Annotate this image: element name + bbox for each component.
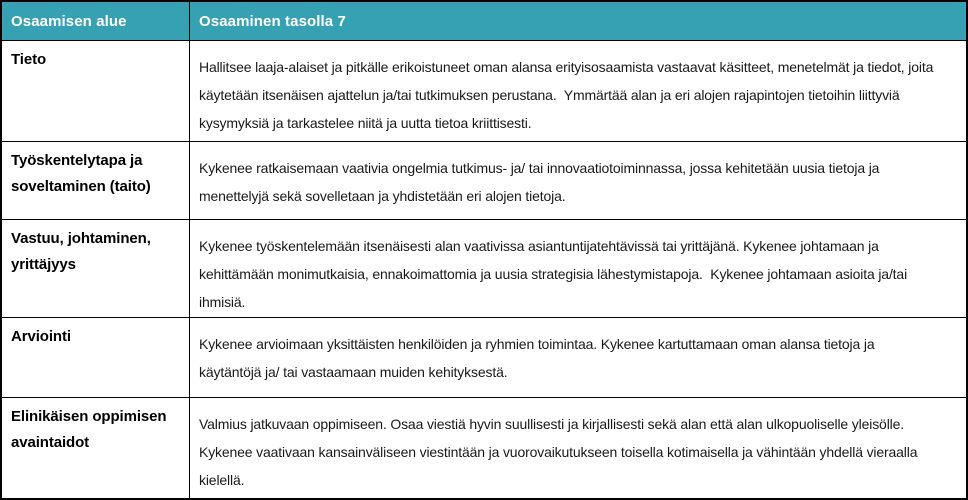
area-label: Arviointi	[11, 328, 71, 345]
table-row-elinikainen	[2, 397, 966, 498]
header-label-level7: Osaaminen tasolla 7	[199, 12, 346, 30]
area-label: soveltaminen (taito)	[11, 178, 151, 195]
area-label: avaintaidot	[11, 434, 90, 451]
description-cell	[190, 318, 966, 397]
description-line: Valmius jatkuvaan oppimiseen. Osaa viestiä hyvin suullisesti ja kirjallisesti sekä alan että alan ulkopuoliselle yleisölle.	[199, 416, 904, 432]
area-cell	[2, 398, 190, 498]
area-label: Tieto	[11, 51, 47, 68]
area-cell	[2, 318, 190, 397]
table-row-tyoskentelytapa	[2, 141, 966, 219]
description-line: Kykenee työskentelemään itsenäisesti alan vaativissa asiantuntijatehtävissä tai yrittäjänä. Kykenee johtamaan ja	[199, 238, 879, 254]
header-cell-area	[2, 2, 190, 40]
description-cell	[190, 41, 966, 141]
table-row-arviointi	[2, 317, 966, 397]
area-cell	[2, 41, 190, 141]
header-label-area: Osaamisen alue	[11, 12, 127, 30]
area-label: Vastuu, johtaminen,	[11, 230, 151, 247]
description-line: Kykenee vaativaan kansainväliseen viestintään ja vuorovaikutukseen toisella kotimaisella ja vähintään yhdellä vieraalla	[199, 444, 918, 460]
area-label: Työskentelytapa ja	[11, 152, 143, 169]
description-line: kehittämään monimutkaisia, ennakoimattomia ja uusia strategisia lähestymistapoja. Kykenee johtamaan asioita ja/tai	[199, 266, 908, 282]
description-line: käytäntöjä ja/ tai vastaamaan muiden kehityksestä.	[199, 364, 508, 380]
description-cell	[190, 220, 966, 317]
description-cell	[190, 398, 966, 498]
table-row-vastuu	[2, 219, 966, 317]
area-cell	[2, 220, 190, 317]
description-line: Hallitsee laaja-alaiset ja pitkälle erikoistuneet oman alansa erityisosaamista vastaavat käsitteet, menetelmät ja tiedot, joita	[199, 59, 934, 75]
description-line: kysymyksiä ja tarkastelee niitä ja uutta tietoa kriittisesti.	[199, 115, 532, 131]
description-line: ihmisiä.	[199, 294, 246, 310]
description-line: käytetään itsenäisen ajattelun ja/tai tutkimuksen perustana. Ymmärtää alan ja eri alojen rajapintojen tietoihin liittyviä	[199, 87, 900, 103]
description-line: Kykenee arvioimaan yksittäisten henkilöiden ja ryhmien toimintaa. Kykenee kartuttamaan oman alansa tietoja ja	[199, 336, 875, 352]
description-line: kielellä.	[199, 472, 245, 488]
table-row-tieto	[2, 40, 966, 141]
area-label: yrittäjyys	[11, 256, 76, 273]
header-cell-level7	[190, 2, 966, 40]
area-cell	[2, 142, 190, 219]
description-line: Kykenee ratkaisemaan vaativia ongelmia tutkimus- ja/ tai innovaatiotoiminnassa, jossa kehitetään uusia tietoja ja	[199, 160, 880, 176]
area-label: Elinikäisen oppimisen	[11, 408, 167, 425]
description-line: menettelyjä sekä sovelletaan ja yhdistetään eri alojen tietoja.	[199, 188, 566, 204]
table-header-row	[2, 2, 966, 40]
description-cell	[190, 142, 966, 219]
